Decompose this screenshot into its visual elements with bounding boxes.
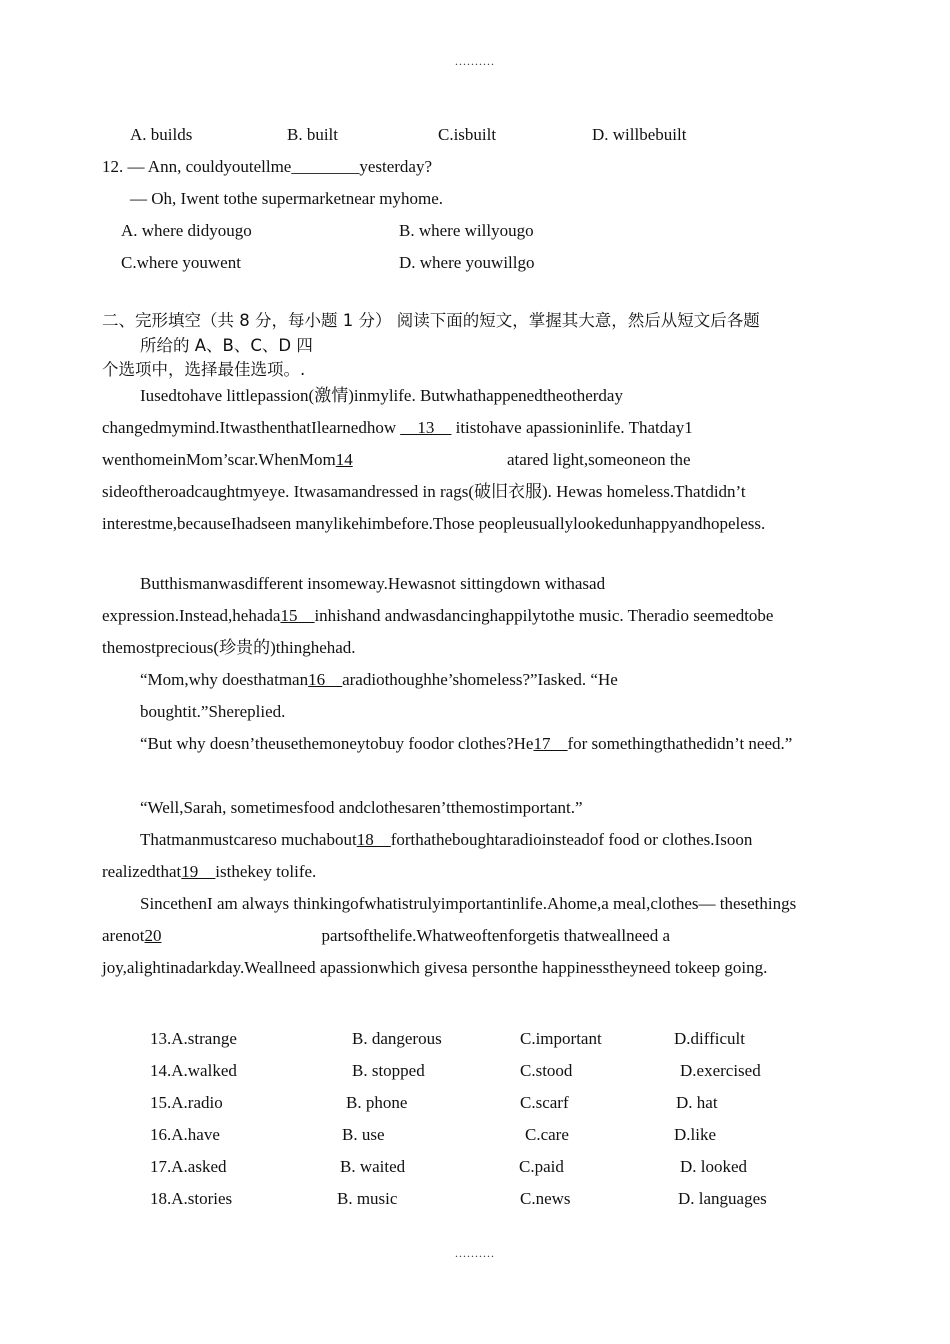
passage-paragraph-6 bbox=[102, 824, 842, 888]
choice-18-b: B. music bbox=[337, 1189, 398, 1208]
p3-text-a: “Mom,why doesthatman bbox=[140, 670, 309, 689]
choice-13-d: D.difficult bbox=[674, 1029, 745, 1048]
q11-option-c: C.isbuilt bbox=[438, 125, 497, 144]
choice-16-c: C.care bbox=[525, 1125, 569, 1144]
p3-text-b: aradiothoughhe’shomeless?”Iasked. “He bbox=[342, 670, 618, 689]
choice-16-b: B. use bbox=[342, 1125, 385, 1144]
p7-text-a: SincethenI am always thinkingofwhatistrulyimportantinlife.Ahome,a meal,clothes— thesethings arenot bbox=[102, 894, 797, 945]
q12-question bbox=[102, 156, 432, 178]
choice-16-d: D.like bbox=[674, 1125, 717, 1144]
choice-15-d: D. hat bbox=[676, 1093, 718, 1112]
p6-text-d: isthekey tolife. bbox=[215, 862, 317, 881]
choice-17-c: C.paid bbox=[519, 1157, 564, 1176]
passage-paragraph-5: “Well,Sarah, sometimesfood andclothesaren’tthemostimportant.” bbox=[140, 798, 583, 817]
section2-heading-line3: 个选项中，选择最佳选项。. bbox=[102, 360, 306, 379]
blank-14: 14 bbox=[335, 450, 353, 469]
choice-13-a: 13.A.strange bbox=[150, 1029, 237, 1048]
blank-16: 16__ bbox=[308, 670, 343, 689]
choice-15-c: C.scarf bbox=[520, 1093, 569, 1112]
choice-18-c: C.news bbox=[520, 1189, 571, 1208]
choice-14-a: 14.A.walked bbox=[150, 1061, 237, 1080]
section2-heading-line1: 二、完形填空（共 8 分，每小题 1 分） 阅读下面的短文，掌握其大意，然后从短文后各题 bbox=[102, 311, 760, 330]
choice-15-b: B. phone bbox=[346, 1093, 408, 1112]
q12-option-b: B. where willyougo bbox=[399, 221, 534, 240]
q12-blank: ________ bbox=[291, 157, 360, 176]
header-dots: .......... bbox=[455, 54, 495, 68]
passage-paragraph-7 bbox=[102, 888, 842, 984]
passage-paragraph-3-line2: boughtit.”Shereplied. bbox=[140, 702, 286, 721]
p4-text-a: “But why doesn’theusethemoneytobuy foodor clothes?He bbox=[140, 734, 534, 753]
q11-option-b: B. built bbox=[287, 125, 339, 144]
passage-paragraph-3-line1 bbox=[140, 669, 618, 691]
q12-suffix: yesterday? bbox=[359, 157, 433, 176]
blank-15: 15__ bbox=[280, 606, 315, 625]
p6-text-a: Thatmanmustcareso muchabout bbox=[140, 830, 357, 849]
blank-18: 18__ bbox=[356, 830, 391, 849]
passage-paragraph-1 bbox=[102, 380, 842, 540]
choice-14-c: C.stood bbox=[520, 1061, 573, 1080]
q12-option-a: A. where didyougo bbox=[121, 221, 252, 240]
passage-paragraph-2 bbox=[102, 568, 842, 664]
choice-13-b: B. dangerous bbox=[352, 1029, 442, 1048]
blank-17: 17__ bbox=[533, 734, 568, 753]
p6-text-c: aradioinsteadof food or clothes.Isoon realizedthat bbox=[102, 830, 753, 881]
blank-20: 20 bbox=[144, 926, 162, 945]
choice-13-c: C.important bbox=[520, 1029, 602, 1048]
p1-text-c: atared light,someoneon the sideoftheroadcaughtmyeye. Itwasamandressed in rags(破旧衣服). Hewas homeless.Thatdidn’t interestme,becauseIhadseen manylikehimbefore.Those peopleusuallylookedunhappyandhopeless. bbox=[102, 450, 766, 533]
choice-15-a: 15.A.radio bbox=[150, 1093, 223, 1112]
choice-17-d: D. looked bbox=[680, 1157, 748, 1176]
p2-text-b: inhishand andwasdancinghappilytothe music. Theradio seemedtobe themostprecious(珍贵的)thinghehad. bbox=[102, 606, 774, 657]
choice-18-d: D. languages bbox=[678, 1189, 767, 1208]
p2-text-a: Butthismanwasdifferent insomeway.Hewasnot sittingdown withasad expression.Instead,hehada bbox=[102, 574, 606, 625]
p1-text-b: itistohave apassioninlife. Thatday1 wenthomeinMom’scar.WhenMom bbox=[102, 418, 693, 469]
q12-answer-line: — Oh, Iwent tothe supermarketnear myhome. bbox=[130, 189, 443, 208]
choice-17-a: 17.A.asked bbox=[150, 1157, 227, 1176]
choice-17-b: B. waited bbox=[340, 1157, 406, 1176]
p4-text-b: for somethingthathedidn’t need.” bbox=[567, 734, 793, 753]
q11-option-a: A. builds bbox=[130, 125, 193, 144]
section2-heading-line2: 所给的 A、B、C、D 四 bbox=[140, 336, 313, 355]
passage-paragraph-4 bbox=[102, 728, 842, 760]
choice-18-a: 18.A.stories bbox=[150, 1189, 233, 1208]
choice-14-d: D.exercised bbox=[680, 1061, 761, 1080]
q12-prefix: 12. — Ann, couldyoutellme bbox=[102, 157, 292, 176]
p6-text-b: forthathebought bbox=[390, 830, 500, 849]
choice-16-a: 16.A.have bbox=[150, 1125, 220, 1144]
blank-19: 19__ bbox=[181, 862, 216, 881]
q11-option-d: D. willbebuilt bbox=[592, 125, 687, 144]
footer-dots: .......... bbox=[455, 1246, 495, 1260]
q12-option-c: C.where youwent bbox=[121, 253, 241, 272]
p1-text-a: Iusedtohave littlepassion(激情)inmylife. Butwhathappenedtheotherday changedmymind.ItwasthenthatIlearnedhow bbox=[102, 386, 623, 437]
choice-14-b: B. stopped bbox=[352, 1061, 425, 1080]
q12-option-d: D. where youwillgo bbox=[399, 253, 535, 272]
p7-text-b: partsofthelife.Whatweoftenforgetis thatweallneed a joy,alightinadarkday.Weallneed apassionwhich givesa personthe happinesstheyneed tokeep going. bbox=[102, 926, 768, 977]
blank-13: __13__ bbox=[400, 418, 452, 437]
